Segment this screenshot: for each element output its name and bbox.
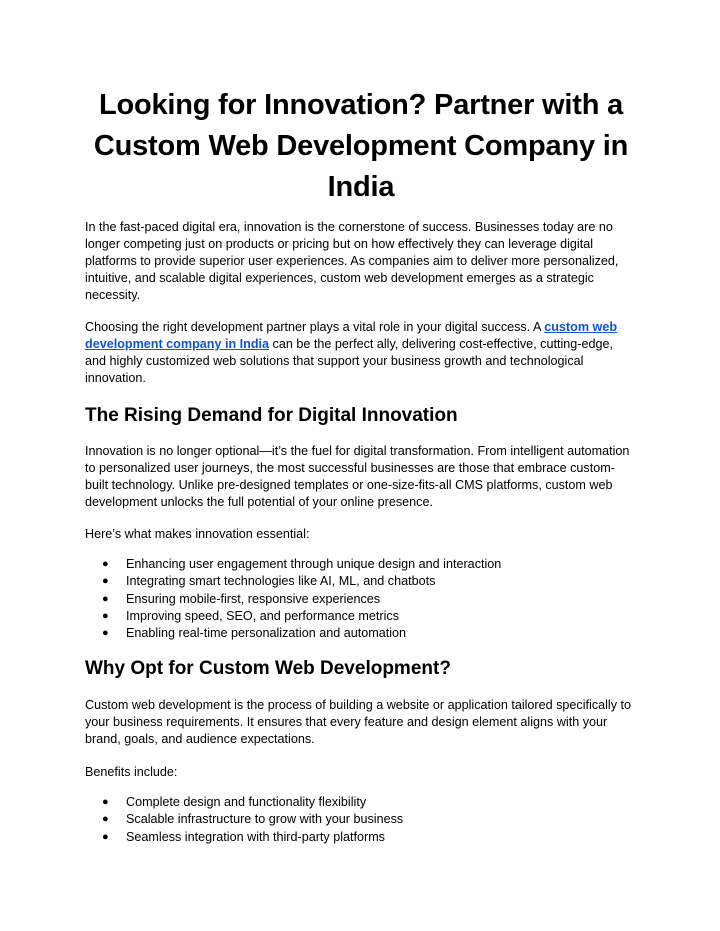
page-title: Looking for Innovation? Partner with a Custom Web Development Company in India xyxy=(93,89,629,203)
bullet-icon: ● xyxy=(102,830,109,843)
bullet-icon: ● xyxy=(102,813,109,826)
bullet-icon: ● xyxy=(102,609,109,622)
list-item: ● Scalable infrastructure to grow with your business xyxy=(85,811,403,828)
list-item: ● Improving speed, SEO, and performance metrics xyxy=(85,608,501,625)
list-item: ● Complete design and functionality flexibility xyxy=(85,794,403,811)
section1-list-intro: Here’s what makes innovation essential: xyxy=(85,527,310,541)
innovation-list xyxy=(85,556,501,642)
section-heading-digital-innovation: The Rising Demand for Digital Innovation xyxy=(85,405,458,426)
bullet-icon: ● xyxy=(102,796,109,808)
list-item: ● Seamless integration with third-party platforms xyxy=(85,829,403,846)
section2-paragraph: Custom web development is the process of building a website or application tailored specifically to your business requirements. It ensures that every feature and design element aligns with your brand, goals, and audience expectations. xyxy=(85,698,632,746)
list-item: ● Enhancing user engagement through unique design and interaction xyxy=(85,556,501,573)
bullet-icon: ● xyxy=(102,627,109,640)
section2-list-intro: Benefits include: xyxy=(85,765,178,779)
partner-paragraph xyxy=(85,319,637,387)
partner-paragraph-start: Choosing the right development partner plays a vital role in your digital success. A xyxy=(85,320,545,334)
bullet-icon: ● xyxy=(102,558,109,570)
section1-paragraph: Innovation is no longer optional—it’s the fuel for digital transformation. From intelligent automation to personalized user journeys, the most successful businesses are those that embrace custom-built technology. Unlike pre-designed templates or one-size-fits-all CMS platforms, custom web development unlocks the full potential of your online presence. xyxy=(85,444,630,509)
partner-paragraph-end: can be the perfect ally, delivering cost-effective, cutting-edge, and highly customized web solutions that support your business growth and technological innovation. xyxy=(85,337,614,385)
list-item: ● Enabling real-time personalization and automation xyxy=(85,625,501,642)
bullet-icon: ● xyxy=(102,575,109,588)
section-heading-custom-web-development: Why Opt for Custom Web Development? xyxy=(85,658,451,679)
benefits-list xyxy=(85,794,403,846)
bullet-icon: ● xyxy=(102,592,109,605)
list-item: ● Integrating smart technologies like AI, ML, and chatbots xyxy=(85,573,501,590)
intro-paragraph: In the fast-paced digital era, innovation is the cornerstone of success. Businesses today are no longer competing just on products or pricing but on how effectively they can leverage digital platforms to provide superior user experiences. As companies aim to deliver more personalized, intuitive, and scalable digital experiences, custom web development emerges as a strategic necessity. xyxy=(85,220,619,302)
list-item: ● Ensuring mobile-first, responsive experiences xyxy=(85,591,501,608)
custom-web-development-link[interactable]: custom web development company in India xyxy=(85,320,618,351)
